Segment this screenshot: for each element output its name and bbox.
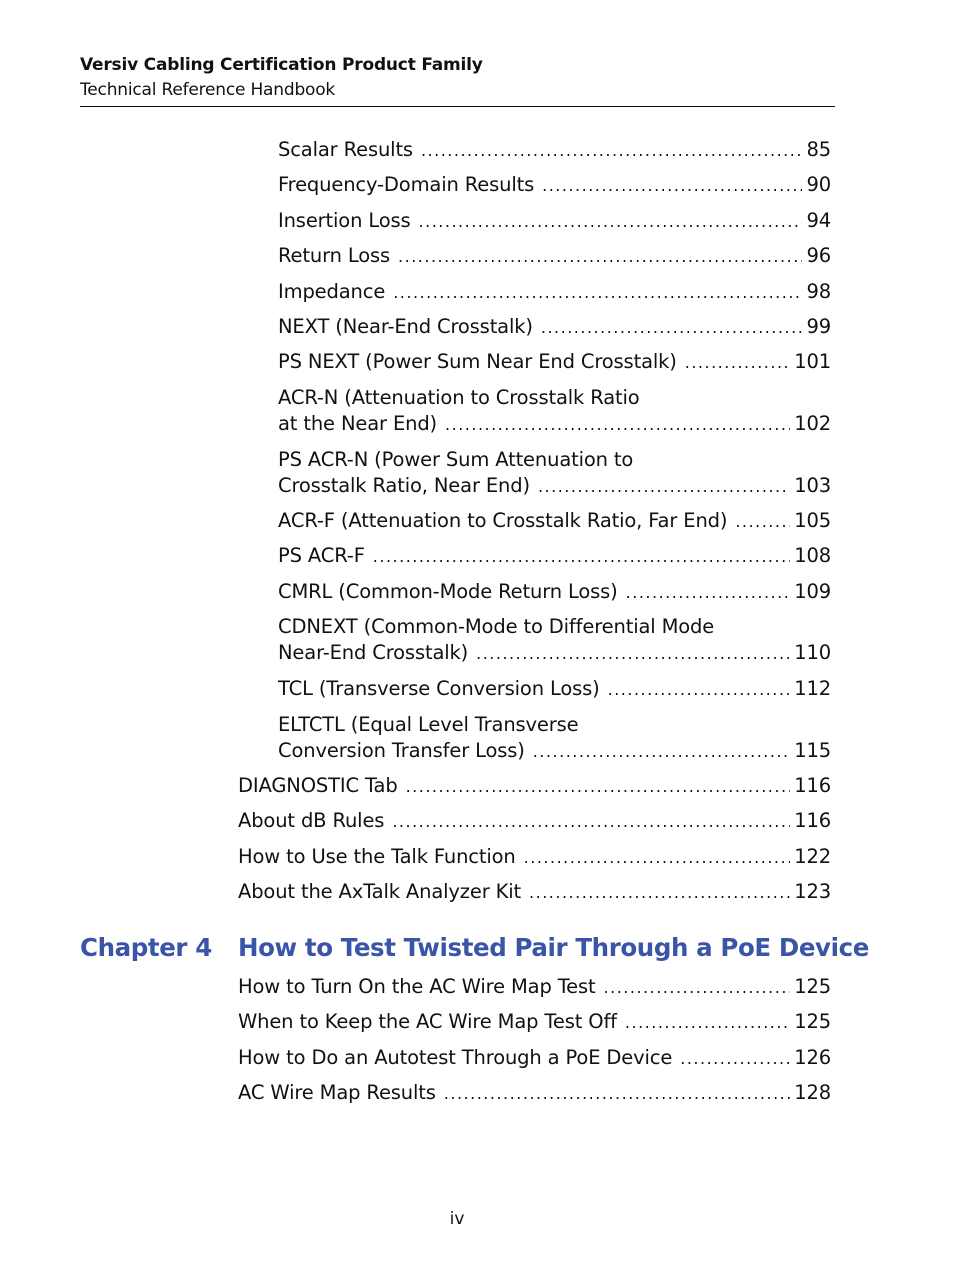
toc-entry[interactable] (278, 314, 831, 341)
toc-entry[interactable] (238, 974, 831, 1001)
toc-entry[interactable] (278, 676, 831, 703)
header-subtitle: Technical Reference Handbook (80, 80, 336, 100)
toc-page-number: 90 (806, 173, 831, 196)
toc-entry[interactable] (278, 385, 831, 438)
dot-leader (541, 315, 803, 341)
toc-entry-title: Conversion Transfer Loss) (278, 739, 525, 762)
dot-leader (419, 209, 803, 235)
toc-page-number: 128 (794, 1081, 831, 1104)
dot-leader (476, 641, 790, 667)
dot-leader (604, 975, 791, 1001)
toc-entry-title: AC Wire Map Results (238, 1081, 436, 1104)
toc-entry-title: Scalar Results (278, 138, 413, 161)
toc-page-number: 94 (806, 209, 831, 232)
dot-leader (735, 509, 790, 535)
toc-page-number: 96 (806, 244, 831, 267)
toc-entry[interactable] (278, 172, 831, 199)
page-number: iv (449, 1209, 465, 1229)
chapter-title: How to Test Twisted Pair Through a PoE Device (238, 933, 869, 962)
toc-entry[interactable] (278, 543, 831, 570)
toc-page-number: 122 (794, 845, 831, 868)
toc-page-number: 115 (794, 739, 831, 762)
dot-leader (421, 138, 803, 164)
toc-entry[interactable] (238, 1045, 831, 1072)
toc-page-number: 125 (794, 975, 831, 998)
dot-leader (685, 350, 790, 376)
toc-entry[interactable] (278, 508, 831, 535)
toc-entry-title: Near-End Crosstalk) (278, 641, 469, 664)
toc-page-number: 102 (794, 412, 831, 435)
toc-entry-title: ACR-F (Attenuation to Crosstalk Ratio, Far End) (278, 509, 728, 532)
toc-entry-title: ELTCTL (Equal Level Transverse (278, 713, 579, 736)
dot-leader (680, 1046, 790, 1072)
toc-page-number: 108 (794, 544, 831, 567)
dot-leader (538, 474, 790, 500)
chapter-label: Chapter 4 (80, 933, 212, 962)
toc-entry-title: PS ACR-F (278, 544, 365, 567)
dot-leader (392, 809, 790, 835)
toc-page-number: 125 (794, 1010, 831, 1033)
dot-leader (398, 244, 802, 270)
dot-leader (406, 774, 791, 800)
toc-page-number: 123 (794, 880, 831, 903)
toc-entry[interactable] (278, 349, 831, 376)
toc-entry-title: PS NEXT (Power Sum Near End Crosstalk) (278, 350, 677, 373)
toc-entry-title: About dB Rules (238, 809, 385, 832)
dot-leader (444, 1081, 790, 1107)
toc-entry-title: How to Do an Autotest Through a PoE Device (238, 1046, 673, 1069)
toc-entry[interactable] (278, 243, 831, 270)
toc-entry-title: Frequency-Domain Results (278, 173, 535, 196)
toc-entry-title: CMRL (Common-Mode Return Loss) (278, 580, 618, 603)
toc-entry[interactable] (238, 773, 831, 800)
toc-entry[interactable] (238, 1009, 831, 1036)
dot-leader (524, 845, 791, 871)
toc-page-number: 103 (794, 474, 831, 497)
toc-entry-title: Crosstalk Ratio, Near End) (278, 474, 530, 497)
toc-page-number: 112 (794, 677, 831, 700)
toc-entry-title: CDNEXT (Common-Mode to Differential Mode (278, 615, 715, 638)
toc-entry-title: When to Keep the AC Wire Map Test Off (238, 1010, 617, 1033)
dot-leader (529, 880, 790, 906)
toc-entry-title: Impedance (278, 280, 386, 303)
toc-entry[interactable] (278, 579, 831, 606)
toc-entry-title: How to Use the Talk Function (238, 845, 516, 868)
toc-entry-title: About the AxTalk Analyzer Kit (238, 880, 522, 903)
dot-leader (542, 173, 802, 199)
toc-page-number: 99 (806, 315, 831, 338)
page-header (80, 54, 835, 107)
toc-entry-title: Insertion Loss (278, 209, 411, 232)
toc-page-number: 85 (806, 138, 831, 161)
toc-entry-title: ACR-N (Attenuation to Crosstalk Ratio (278, 386, 640, 409)
toc-entry-title: Return Loss (278, 244, 391, 267)
toc-entry[interactable] (238, 844, 831, 871)
dot-leader (533, 739, 790, 765)
toc-entry-title: NEXT (Near-End Crosstalk) (278, 315, 533, 338)
dot-leader (445, 412, 790, 438)
toc-entry[interactable] (278, 614, 831, 667)
toc-page-number: 116 (794, 809, 831, 832)
toc-page-number: 109 (794, 580, 831, 603)
toc-page-number: 116 (794, 774, 831, 797)
toc-page-number: 110 (794, 641, 831, 664)
toc-page-number: 126 (794, 1046, 831, 1069)
toc-entry[interactable] (278, 208, 831, 235)
toc-entry[interactable] (278, 279, 831, 306)
header-title: Versiv Cabling Certification Product Family (80, 55, 483, 75)
toc-page-number: 98 (806, 280, 831, 303)
toc-entry[interactable] (238, 879, 831, 906)
dot-leader (373, 544, 790, 570)
toc-entry[interactable] (238, 1080, 831, 1107)
toc-entry-title: TCL (Transverse Conversion Loss) (278, 677, 600, 700)
toc-entry-title: How to Turn On the AC Wire Map Test (238, 975, 596, 998)
toc-entry[interactable] (278, 712, 831, 765)
toc-entry-title: DIAGNOSTIC Tab (238, 774, 398, 797)
toc-page-number: 105 (794, 509, 831, 532)
dot-leader (625, 1010, 790, 1036)
chapter-heading (80, 930, 869, 966)
dot-leader (393, 280, 802, 306)
dot-leader (626, 580, 791, 606)
toc-entry-title: at the Near End) (278, 412, 438, 435)
toc-entry[interactable] (278, 447, 831, 500)
toc-entry[interactable] (278, 137, 831, 164)
dot-leader (608, 677, 791, 703)
toc-entry-title: PS ACR-N (Power Sum Attenuation to (278, 448, 634, 471)
toc-page-number: 101 (794, 350, 831, 373)
toc-entry[interactable] (238, 808, 831, 835)
